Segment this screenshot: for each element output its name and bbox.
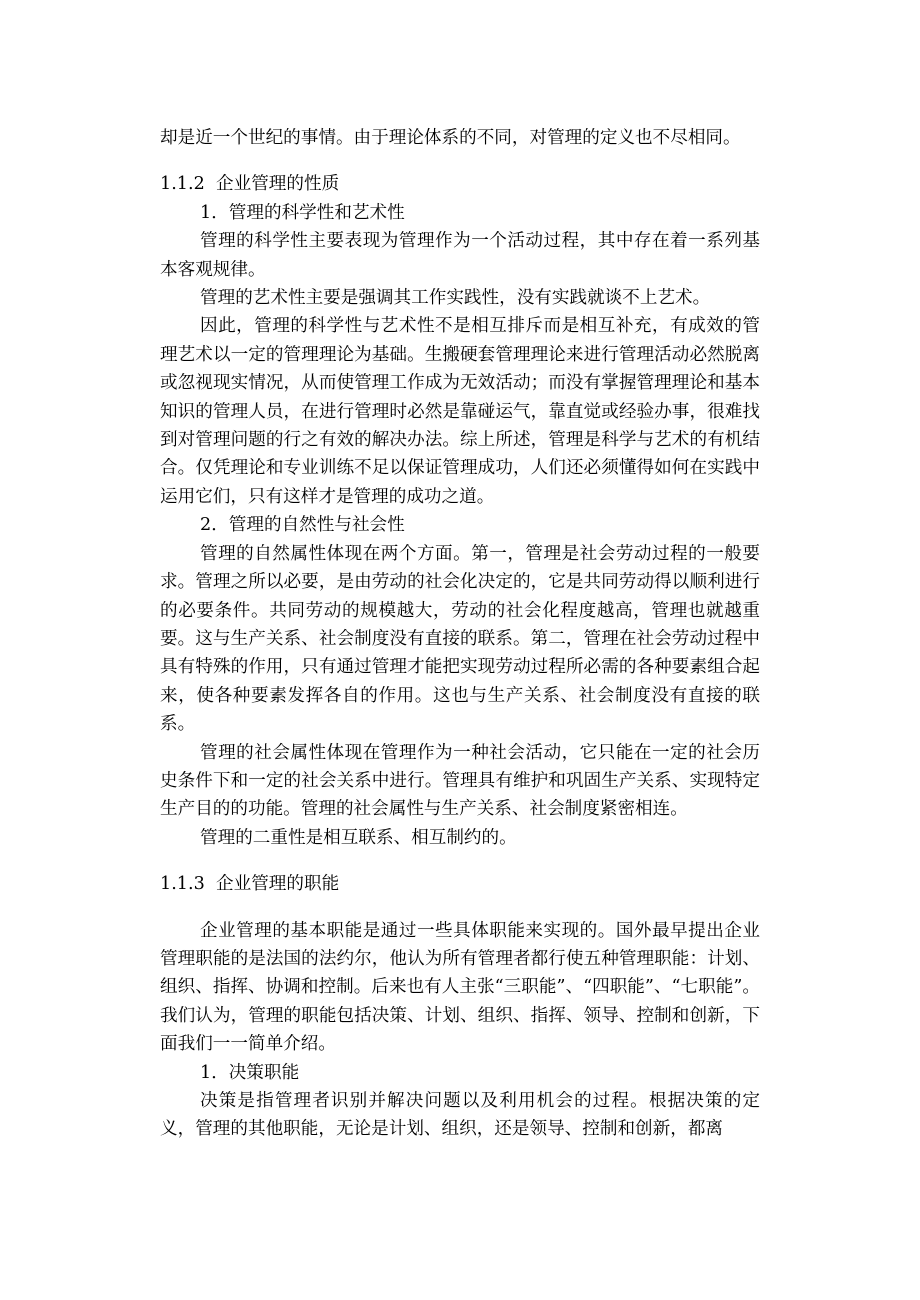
subheading-decision: 1．决策职能 <box>200 1062 300 1083</box>
section-title: 企业管理的职能 <box>216 874 340 895</box>
section-number: 1.1.3 <box>160 874 205 895</box>
section-heading-1-1-3 <box>160 870 760 898</box>
paragraph: 因此，管理的科学性与艺术性不是相互排斥而是相互补充，有成效的管理艺术以一定的管理理论为基础。生搬硬套管理理论来进行管理活动必然脱离或忽视现实情况，从而使管理工作成为无效活动；而没有掌握管理理论和基本知识的管理人员，在进行管理时必然是靠碰运气，靠直觉或经验办事，很难找到对管理问题的行之有效的解决办法。综上所述，管理是科学与艺术的有机结合。仅凭理论和专业训练不足以保证管理成功，人们还必须懂得如何在实践中运用它们，只有这样才是管理的成功之道。 <box>160 316 760 507</box>
paragraph: 管理的社会属性体现在管理作为一种社会活动，它只能在一定的社会历史条件下和一定的社会关系中进行。管理具有维护和巩固生产关系、实现特定生产目的的功能。管理的社会属性与生产关系、社会制度紧密相连。 <box>160 742 760 820</box>
paragraph: 管理的科学性主要表现为管理作为一个活动过程，其中存在着一系列基本客观规律。 <box>160 231 760 280</box>
subheading-science-art: 1．管理的科学性和艺术性 <box>200 202 405 223</box>
paragraph: 管理的艺术性主要是强调其工作实践性，没有实践就谈不上艺术。 <box>200 288 711 309</box>
paragraph: 决策是指管理者识别并解决问题以及利用机会的过程。根据决策的定义，管理的其他职能，无论是计划、组织，还是领导、控制和创新，都离 <box>160 1091 760 1140</box>
paragraph: 企业管理的基本职能是通过一些具体职能来实现的。国外最早提出企业管理职能的是法国的法约尔，他认为所有管理者都行使五种管理职能：计划、组织、指挥、协调和控制。后来也有人主张“三职能”、“四职能”、“七职能”。我们认为，管理的职能包括决策、计划、组织、指挥、领导、控制和创新，下面我们一一简单介绍。 <box>160 920 760 1055</box>
section-heading-1-1-2 <box>160 170 760 198</box>
paragraph: 管理的二重性是相互联系、相互制约的。 <box>200 827 517 848</box>
document-page <box>160 124 760 1144</box>
section-title: 企业管理的性质 <box>216 174 340 195</box>
section-number: 1.1.2 <box>160 174 205 195</box>
paragraph-continuation: 却是近一个世纪的事情。由于理论体系的不同，对管理的定义也不尽相同。 <box>160 128 741 148</box>
subheading-natural-social: 2．管理的自然性与社会性 <box>200 515 405 536</box>
paragraph: 管理的自然属性体现在两个方面。第一，管理是社会劳动过程的一般要求。管理之所以必要，是由劳动的社会化决定的，它是共同劳动得以顺利进行的必要条件。共同劳动的规模越大，劳动的社会化程度越高，管理也就越重要。这与生产关系、社会制度没有直接的联系。第二，管理在社会劳动过程中具有特殊的作用，只有通过管理才能把实现劳动过程所必需的各种要素组合起来，使各种要素发挥各自的作用。这也与生产关系、社会制度没有直接的联系。 <box>160 543 760 735</box>
